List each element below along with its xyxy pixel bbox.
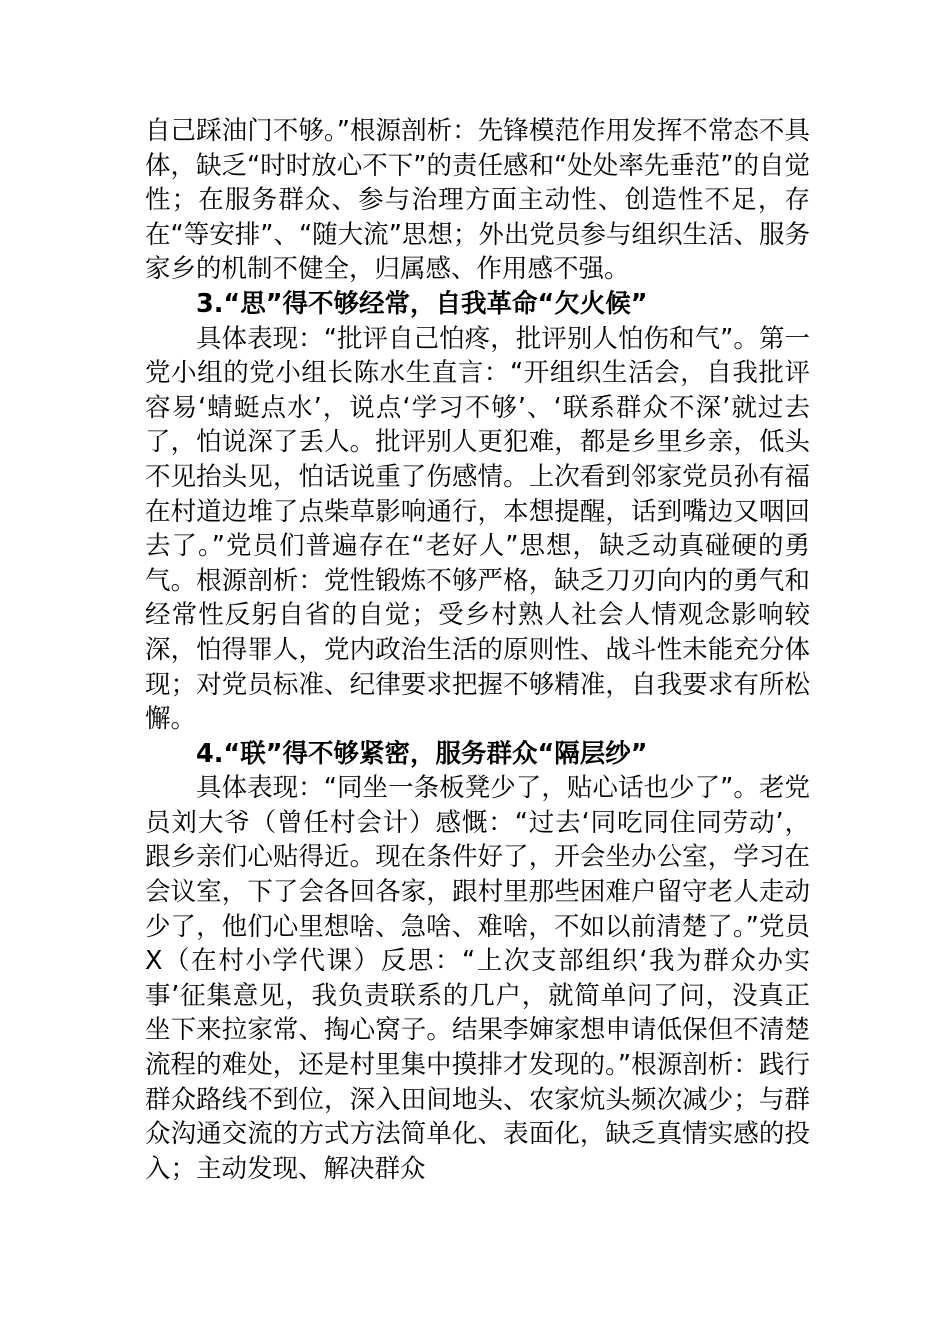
section-heading-4: 4.“联”得不够紧密，服务群众“隔层纱” bbox=[196, 738, 648, 769]
section-heading-3: 3.“思”得不够经常，自我革命“欠火候” bbox=[196, 288, 648, 319]
document-body bbox=[145, 114, 810, 1186]
paragraph-continuation: 自己踩油门不够。”根源剖析：先锋模范作用发挥不常态不具体，缺乏“时时放心不下”的责任感和“处处率先垂范”的自觉性；在服务群众、参与治理方面主动性、创造性不足，存在“等安排”、“随大流”思想；外出党员参与组织生活、服务家乡的机制不健全，归属感、作用感不强。 bbox=[145, 116, 810, 285]
paragraph-section-4-body: 具体表现：“同坐一条板凳少了，贴心话也少了”。老党员刘大爷（曾任村会计）感慨：“过去‘同吃同住同劳动’，跟乡亲们心贴得近。现在条件好了，开会坐办公室，学习在会议室，下了会各回各家，跟村里那些困难户留守老人走动少了，他们心里想啥、急啥、难啥，不如以前清楚了。”党员X（在村小学代课）反思：“上次支部组织‘我为群众办实事’征集意见，我负责联系的几户，就简单问了问，没真正坐下来拉家常、掏心窝子。结果李婶家想申请低保但不清楚流程的难处，还是村里集中摸排才发现的。”根源剖析：践行群众路线不到位，深入田间地头、农家炕头频次减少；与群众沟通交流的方式方法简单化、表面化，缺乏真情实感的投入；主动发现、解决群众 bbox=[145, 773, 810, 1184]
paragraph-section-3-body: 具体表现：“批评自己怕疼，批评别人怕伤和气”。第一党小组的党小组长陈水生直言：“开组织生活会，自我批评容易‘蜻蜓点水’，说点‘学习不够’、‘联系群众不深’就过去了，怕说深了丢人。批评别人更犯难，都是乡里乡亲，低头不见抬头见，怕话说重了伤感情。上次看到邻家党员孙有福在村道边堆了点柴草影响通行，本想提醒，话到嘴边又咽回去了。”党员们普遍存在“老好人”思想，缺乏动真碰硬的勇气。根源剖析：党性锻炼不够严格，缺乏刀刃向内的勇气和经常性反躬自省的自觉；受乡村熟人社会人情观念影响较深，怕得罪人，党内政治生活的原则性、战斗性未能充分体现；对党员标准、纪律要求把握不够精准，自我要求有所松懈。 bbox=[145, 323, 810, 735]
